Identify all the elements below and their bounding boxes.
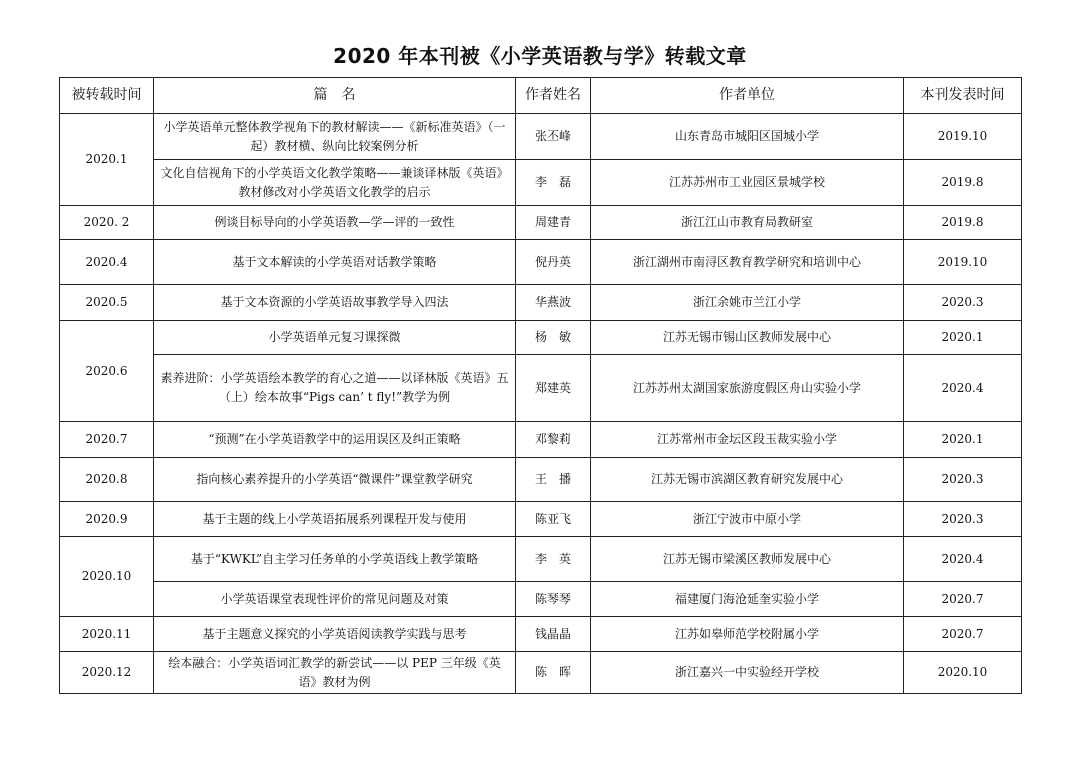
table-row [60, 240, 1022, 285]
cell-time: 2020.4 [60, 240, 154, 285]
cell-author: 陈 晖 [516, 652, 591, 694]
cell-published: 2020.1 [904, 321, 1022, 355]
cell-author: 陈琴琴 [516, 582, 591, 617]
cell-time: 2020.7 [60, 422, 154, 458]
cell-published: 2019.8 [904, 160, 1022, 206]
cell-article: 小学英语课堂表现性评价的常见问题及对策 [154, 582, 516, 617]
table-row [60, 285, 1022, 321]
table-row [60, 355, 1022, 422]
header-time: 被转载时间 [60, 78, 154, 114]
table-row [60, 458, 1022, 502]
cell-article: 指向核心素养提升的小学英语“微课件”课堂教学研究 [154, 458, 516, 502]
cell-unit: 江苏苏州市工业园区景城学校 [591, 160, 904, 206]
cell-author: 钱晶晶 [516, 617, 591, 652]
cell-article: 基于文本资源的小学英语故事教学导入四法 [154, 285, 516, 321]
cell-author: 张丕峰 [516, 114, 591, 160]
table-row [60, 502, 1022, 537]
cell-published: 2020.1 [904, 422, 1022, 458]
cell-time: 2020.5 [60, 285, 154, 321]
cell-article: 基于主题的线上小学英语拓展系列课程开发与使用 [154, 502, 516, 537]
header-published: 本刊发表时间 [904, 78, 1022, 114]
cell-article: 基于“KWKL”自主学习任务单的小学英语线上教学策略 [154, 537, 516, 582]
cell-published: 2020.10 [904, 652, 1022, 694]
cell-article: 小学英语单元整体教学视角下的教材解读——《新标准英语》（一起）教材横、纵向比较案例分析 [154, 114, 516, 160]
cell-published: 2020.4 [904, 355, 1022, 422]
cell-unit: 浙江江山市教育局教研室 [591, 206, 904, 240]
header-row [60, 78, 1022, 114]
cell-time: 2020.1 [60, 114, 154, 206]
table-row [60, 114, 1022, 160]
page-title: 2020 年本刊被《小学英语教与学》转载文章 [333, 44, 747, 68]
cell-unit: 浙江嘉兴一中实验经开学校 [591, 652, 904, 694]
table-row [60, 206, 1022, 240]
cell-time: 2020.12 [60, 652, 154, 694]
cell-author: 王 播 [516, 458, 591, 502]
cell-author: 陈亚飞 [516, 502, 591, 537]
cell-unit: 福建厦门海沧延奎实验小学 [591, 582, 904, 617]
cell-unit: 江苏如皋师范学校附属小学 [591, 617, 904, 652]
cell-unit: 浙江宁波市中原小学 [591, 502, 904, 537]
cell-article: 例谈目标导向的小学英语教—学—评的一致性 [154, 206, 516, 240]
table-row [60, 160, 1022, 206]
cell-published: 2020.7 [904, 582, 1022, 617]
cell-time: 2020.11 [60, 617, 154, 652]
cell-time: 2020. 2 [60, 206, 154, 240]
cell-author: 杨 敏 [516, 321, 591, 355]
cell-unit: 江苏苏州太湖国家旅游度假区舟山实验小学 [591, 355, 904, 422]
cell-article: 小学英语单元复习课探微 [154, 321, 516, 355]
cell-unit: 江苏无锡市锡山区教师发展中心 [591, 321, 904, 355]
cell-article: 文化自信视角下的小学英语文化教学策略——兼谈译林版《英语》教材修改对小学英语文化教学的启示 [154, 160, 516, 206]
cell-unit: 江苏无锡市梁溪区教师发展中心 [591, 537, 904, 582]
table-row [60, 617, 1022, 652]
cell-article: “预测”在小学英语教学中的运用误区及纠正策略 [154, 422, 516, 458]
cell-published: 2019.10 [904, 240, 1022, 285]
cell-published: 2020.3 [904, 458, 1022, 502]
header-unit: 作者单位 [591, 78, 904, 114]
table-row [60, 537, 1022, 582]
cell-author: 李 英 [516, 537, 591, 582]
cell-author: 邓黎莉 [516, 422, 591, 458]
cell-article: 基于主题意义探究的小学英语阅读教学实践与思考 [154, 617, 516, 652]
cell-author: 李 磊 [516, 160, 591, 206]
cell-time: 2020.10 [60, 537, 154, 617]
cell-unit: 山东青岛市城阳区国城小学 [591, 114, 904, 160]
cell-time: 2020.6 [60, 321, 154, 422]
cell-unit: 江苏无锡市滨湖区教育研究发展中心 [591, 458, 904, 502]
cell-published: 2020.4 [904, 537, 1022, 582]
cell-published: 2020.3 [904, 285, 1022, 321]
cell-unit: 浙江湖州市南浔区教育教学研究和培训中心 [591, 240, 904, 285]
cell-published: 2020.3 [904, 502, 1022, 537]
table-row [60, 652, 1022, 694]
cell-published: 2019.10 [904, 114, 1022, 160]
cell-published: 2019.8 [904, 206, 1022, 240]
cell-time: 2020.9 [60, 502, 154, 537]
cell-author: 倪丹英 [516, 240, 591, 285]
table-row [60, 422, 1022, 458]
cell-author: 周建青 [516, 206, 591, 240]
table-row [60, 321, 1022, 355]
cell-author: 华燕波 [516, 285, 591, 321]
cell-unit: 浙江余姚市兰江小学 [591, 285, 904, 321]
cell-time: 2020.8 [60, 458, 154, 502]
cell-author: 郑建英 [516, 355, 591, 422]
cell-article: 绘本融合：小学英语词汇教学的新尝试——以 PEP 三年级《英语》教材为例 [154, 652, 516, 694]
table-row [60, 582, 1022, 617]
cell-unit: 江苏常州市金坛区段玉裁实验小学 [591, 422, 904, 458]
articles-table [59, 77, 1022, 694]
header-author: 作者姓名 [516, 78, 591, 114]
header-article: 篇 名 [154, 78, 516, 114]
cell-article: 基于文本解读的小学英语对话教学策略 [154, 240, 516, 285]
cell-article: 素养进阶：小学英语绘本教学的育心之道——以译林版《英语》五（上）绘本故事“Pigs can’ t fly!”教学为例 [154, 355, 516, 422]
cell-published: 2020.7 [904, 617, 1022, 652]
